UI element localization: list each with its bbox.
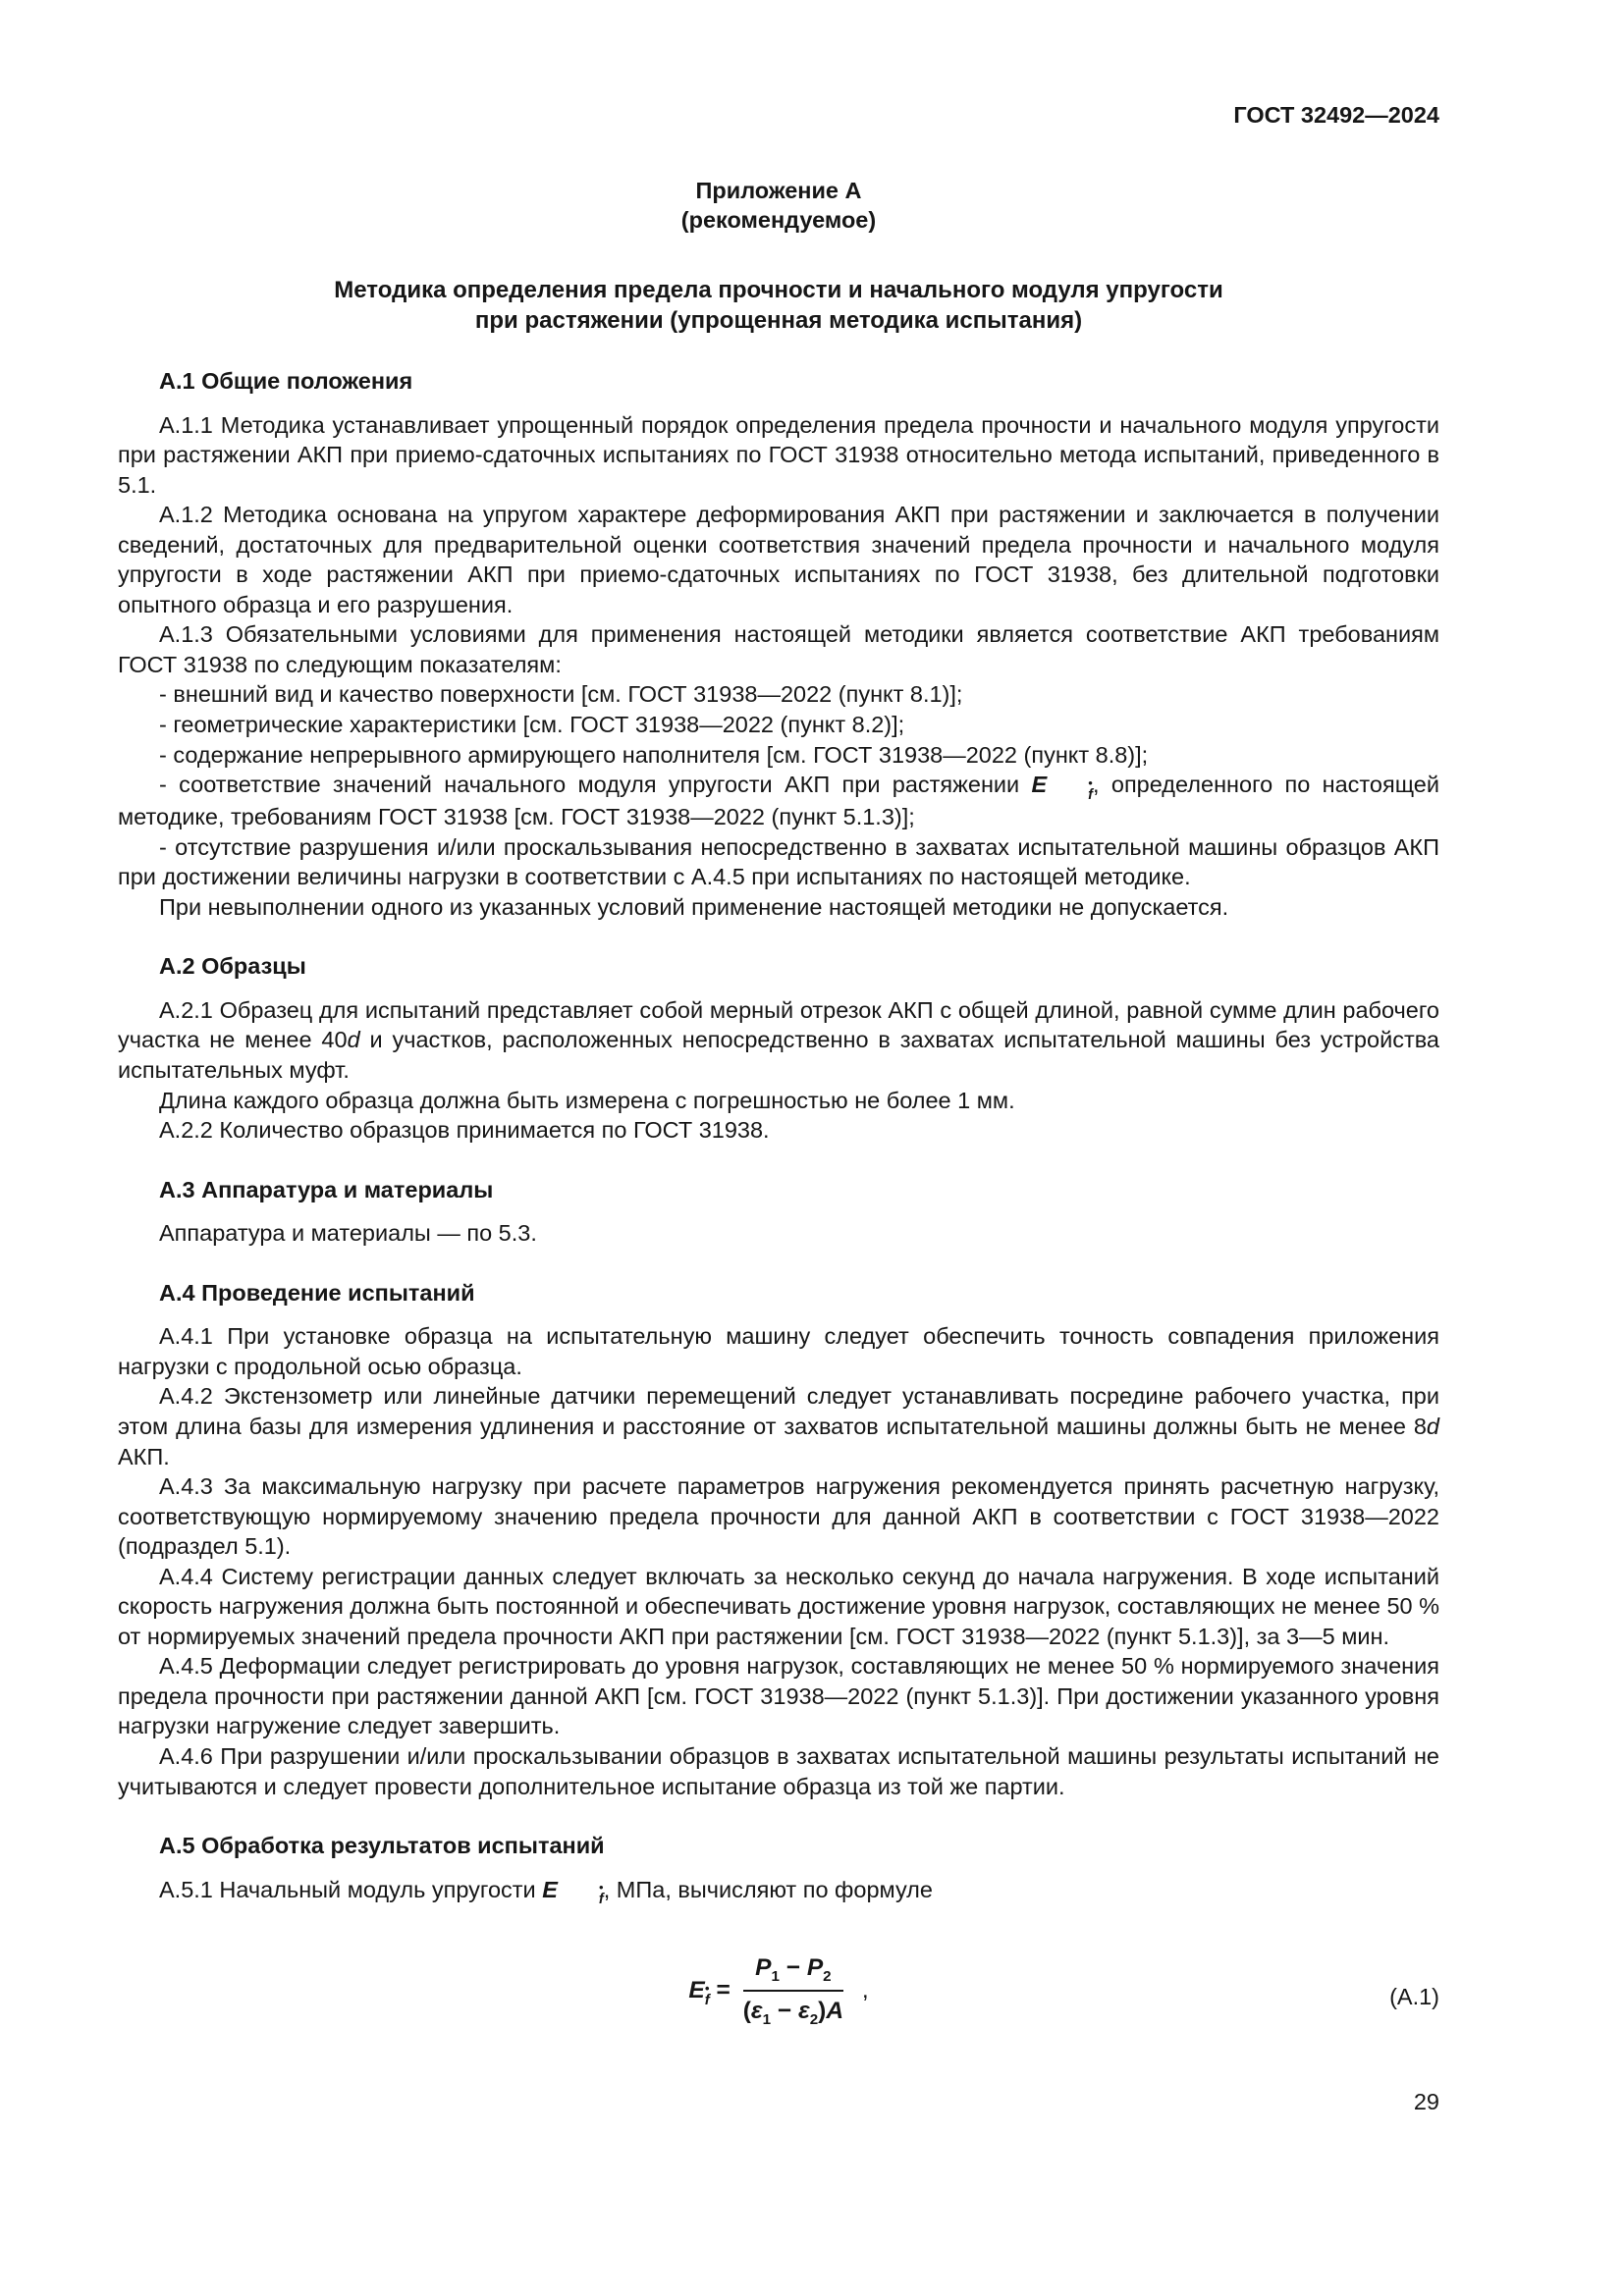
paragraph: А.4.2 Экстензометр или линейные датчики перемещений следует устанавливать посредине рабочего участка, при этом длина базы для измерения удлинения и расстояние от захватов испытательной машины должны быть не менее 8d АКП. <box>118 1383 1439 1469</box>
paragraph: А.4.3 За максимальную нагрузку при расчете параметров нагружения рекомендуется принять расчетную нагрузку, соответствующую нормируемому значению предела прочности для данной АКП в соответствии с ГОСТ 31938—2022 (подраздел 5.1). <box>118 1473 1439 1560</box>
modulus-symbol: E • f <box>1031 772 1094 803</box>
paragraph: Длина каждого образца должна быть измерена с погрешностью не более 1 мм. <box>159 1087 1015 1113</box>
section-heading: А.5 Обработка результатов испытаний <box>159 1833 605 1859</box>
text-block <box>118 100 1439 2053</box>
formula-lhs: E • f = <box>688 1976 731 2008</box>
appendix-label: Приложение А <box>695 177 862 203</box>
page-header <box>118 100 1439 131</box>
paragraph: А.4.4 Систему регистрации данных следует включать за несколько секунд до начала нагружения. В ходе испытаний скорость нагружения должна быть постоянной и обеспечивать достижение уровня нагрузок, составляющих не менее 50 % от нормируемых значений предела прочности АКП при растяжении [см. ГОСТ 31938—2022 (пункт 5.1.3)], за 3—5 мин. <box>118 1563 1440 1649</box>
paragraph: Аппаратура и материалы — по 5.3. <box>159 1220 537 1247</box>
page-number: 29 <box>1413 2089 1439 2114</box>
appendix-title <box>118 275 1439 337</box>
section-heading: А.3 Аппаратура и материалы <box>159 1176 494 1202</box>
formula-block <box>118 1945 1439 2053</box>
formula <box>688 1952 868 2030</box>
paragraph: А.2.2 Количество образцов принимается по ГОСТ 31938. <box>159 1117 770 1144</box>
paragraph: А.4.5 Деформации следует регистрировать до уровня нагрузок, составляющих не менее 50 % нормируемого значения предела прочности при растяжении данной АКП [см. ГОСТ 31938—2022 (пункт 5.1.3)]. При достижении указанного уровня нагрузки нагружение следует завершить. <box>118 1653 1439 1739</box>
paragraph: А.4.1 При установке образца на испытательную машину следует обеспечить точность совпадения приложения нагрузки с продольной осью образца. <box>118 1323 1439 1379</box>
appendix-kind: (рекомендуемое) <box>680 207 877 234</box>
paragraph: - внешний вид и качество поверхности [см. ГОСТ 31938—2022 (пункт 8.1)]; <box>159 681 963 708</box>
appendix-title-line2: при растяжении (упрощенная методика испытания) <box>474 307 1083 335</box>
paragraph: А.1.3 Обязательными условиями для применения настоящей методики является соответствие АКП требованиям ГОСТ 31938 по следующим показателям: <box>118 621 1439 677</box>
section-heading: А.2 Образцы <box>159 953 306 980</box>
section-heading: А.4 Проведение испытаний <box>159 1279 475 1306</box>
paragraph: А.5.1 Начальный модуль упругости E • f , МПа, вычисляют по формуле <box>159 1876 933 1908</box>
paragraph: - отсутствие разрушения и/или проскальзывания непосредственно в захватах испытательной машины образцов АКП при достижении величины нагрузки в соответствии с А.4.5 при испытаниях по настоящей методике. <box>118 833 1439 890</box>
formula-fraction <box>743 1952 843 2030</box>
appendix-title-line1: Методика определения предела прочности и начального модуля упругости <box>334 276 1223 303</box>
formula-denominator: $(\varepsilon_1 - \varepsilon_2)A$ <box>742 1998 844 2029</box>
paragraph: - соответствие значений начального модуля упругости АКП при растяжении E • f , определенного по настоящей методике, требованиям ГОСТ 31938 [см. ГОСТ 31938—2022 (пункт 5.1.3)]; <box>118 772 1439 830</box>
paragraph: При невыполнении одного из указанных условий применение настоящей методики не допускается. <box>159 893 1229 920</box>
section-heading: А.1 Общие положения <box>159 367 413 394</box>
paragraph: А.1.1 Методика устанавливает упрощенный порядок определения предела прочности и начального модуля упругости при растяжении АКП при приемо-сдаточных испытаниях по ГОСТ 31938 относительно метода испытаний, приведенного в 5.1. <box>118 411 1439 498</box>
paragraph: А.2.1 Образец для испытаний представляет собой мерный отрезок АКП с общей длиной, равной сумме длин рабочего участка не менее 40d и участков, расположенных непосредственно в захватах испытательной машины без устройства испытательных муфт. <box>118 996 1439 1084</box>
formula-number: (А.1) <box>1389 1983 1439 2009</box>
formula-tail: , <box>861 1977 869 2004</box>
paragraph: - геометрические характеристики [см. ГОСТ 31938—2022 (пункт 8.2)]; <box>159 712 905 737</box>
paragraph: А.1.2 Методика основана на упругом характере деформирования АКП при растяжении и заключается в получении сведений, достаточных для предварительной оценки соответствия значений предела прочности и начального модуля упругости в ходе растяжении АКП при приемо-сдаточных испытаниях по ГОСТ 31938, без длительной подготовки опытного образца и его разрушения. <box>118 502 1439 617</box>
paragraph: А.4.6 При разрушении и/или проскальзывании образцов в захватах испытательной машины результаты испытаний не учитываются и следует провести дополнительное испытание образца из той же партии. <box>118 1742 1439 1799</box>
paragraph: - содержание непрерывного армирующего наполнителя [см. ГОСТ 31938—2022 (пункт 8.8)]; <box>159 741 1149 768</box>
formula-numerator: $P_1 - P_2$ <box>743 1952 843 1993</box>
modulus-symbol: E • f <box>542 1876 604 1908</box>
document-body <box>118 366 1439 1907</box>
doc-code: ГОСТ 32492—2024 <box>1233 102 1439 128</box>
modulus-symbol: E • f <box>688 1976 710 2008</box>
